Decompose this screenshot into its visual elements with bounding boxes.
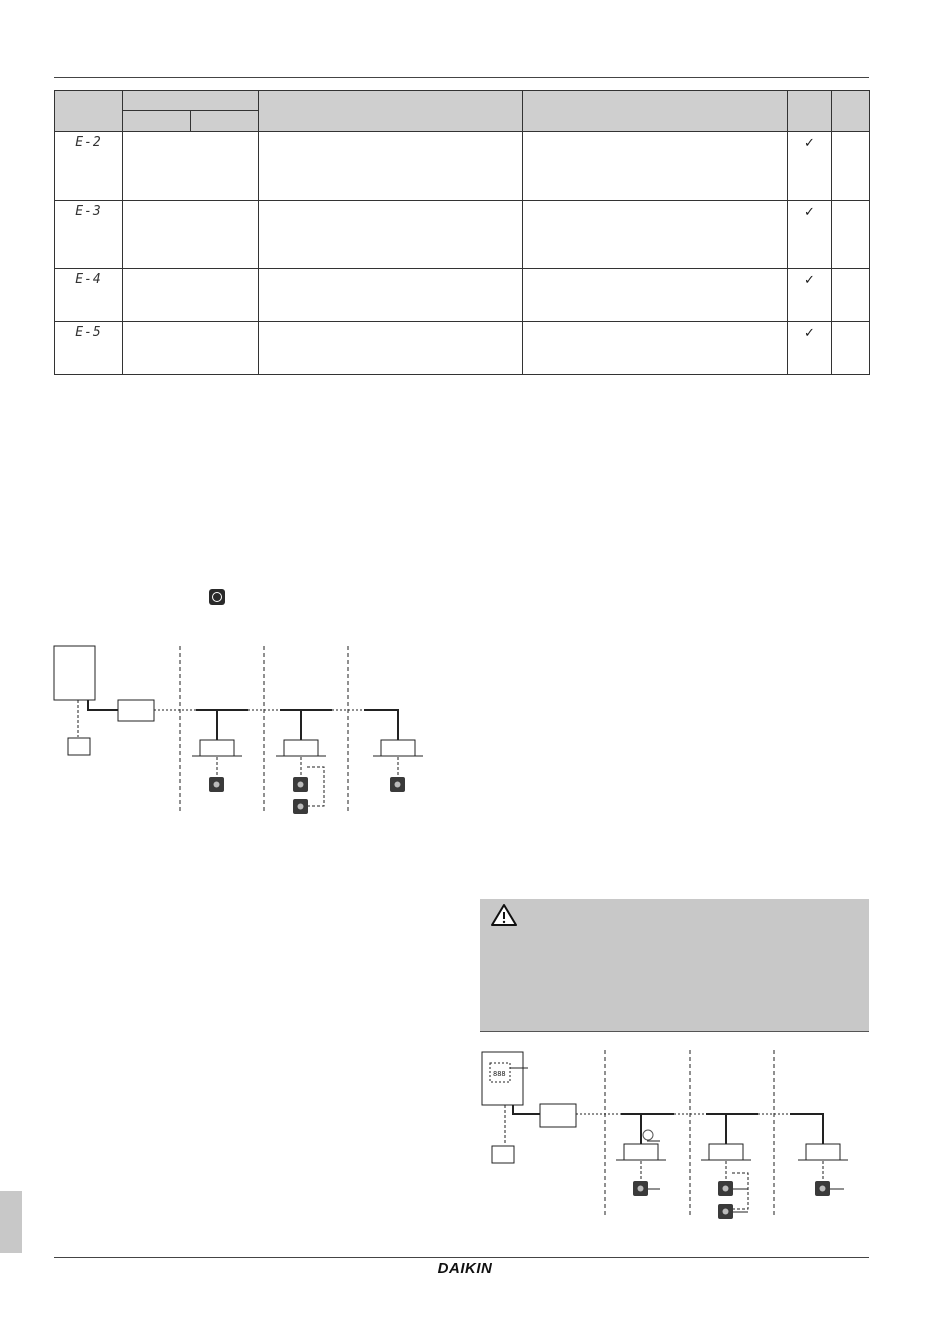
error-code: E-2	[55, 132, 123, 201]
check-mark: ✓	[788, 201, 832, 269]
adapter-box	[118, 700, 154, 721]
caution-box	[480, 899, 869, 1032]
header-rule	[54, 77, 869, 78]
controller-box	[54, 646, 95, 700]
system-diagram-2	[476, 1046, 868, 1226]
adapter-box	[540, 1104, 576, 1127]
check-mark: ✓	[788, 269, 832, 322]
table-header-row	[55, 91, 870, 111]
header-cell-solution	[523, 91, 788, 132]
check-mark: ✓	[788, 132, 832, 201]
warning-triangle-icon	[490, 903, 518, 927]
header-cell-group	[123, 91, 259, 111]
error-code: E-5	[55, 322, 123, 375]
header-subcell-2	[191, 111, 259, 132]
header-cell-check-a	[788, 91, 832, 132]
header-subcell-1	[123, 111, 191, 132]
daikin-logo: DAIKIN	[437, 1260, 493, 1277]
table-row	[55, 322, 870, 375]
small-box	[492, 1146, 514, 1163]
table-row	[55, 132, 870, 201]
error-code: E-4	[55, 269, 123, 322]
header-cell-check-b	[832, 91, 870, 132]
error-code-table	[54, 90, 870, 375]
remote-controller-icon	[209, 589, 225, 605]
header-cell-code	[55, 91, 123, 132]
footer-rule	[54, 1257, 869, 1258]
table-row	[55, 269, 870, 322]
header-cell-cause	[259, 91, 523, 132]
controller-box	[482, 1052, 523, 1105]
section-tab	[0, 1191, 22, 1253]
table-row	[55, 201, 870, 269]
system-diagram-1	[50, 640, 440, 820]
error-code: E-3	[55, 201, 123, 269]
check-mark: ✓	[788, 322, 832, 375]
small-box	[68, 738, 90, 755]
display-digits: 888	[493, 1070, 506, 1078]
